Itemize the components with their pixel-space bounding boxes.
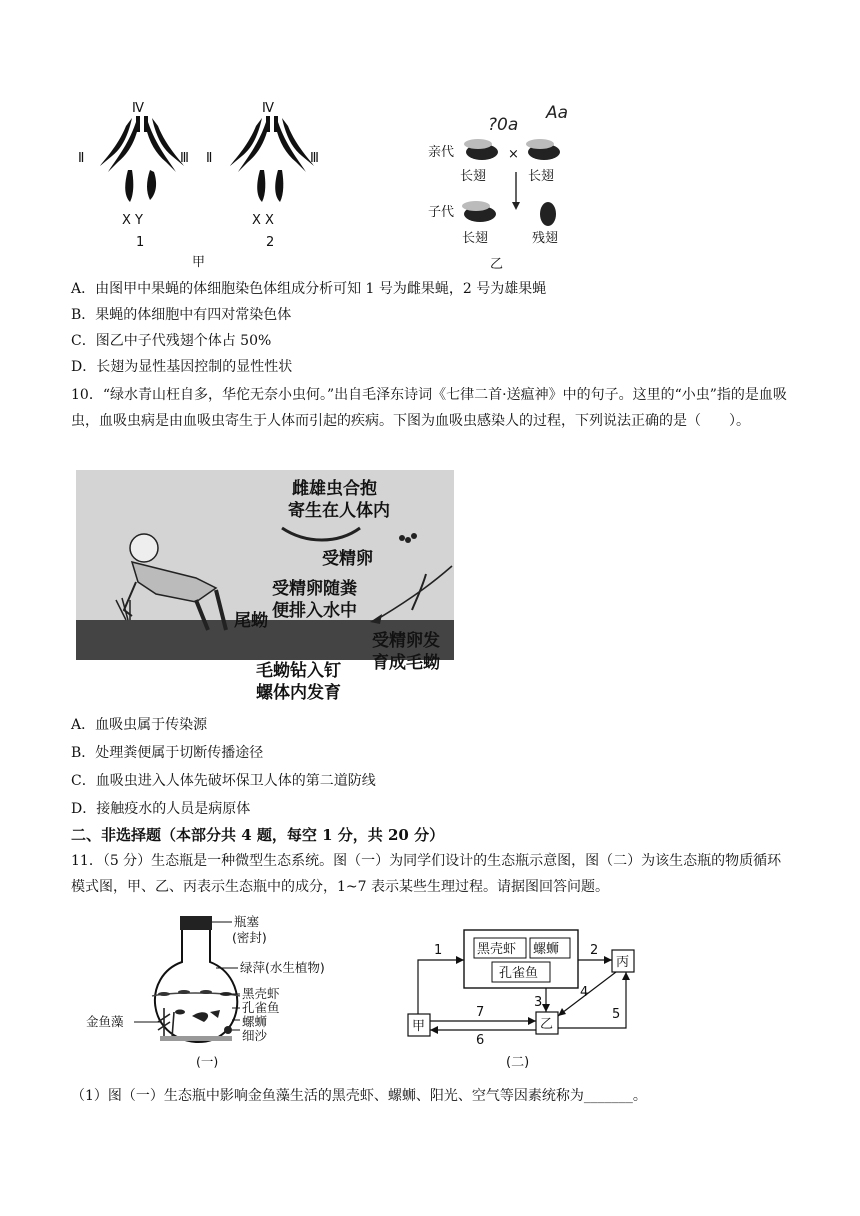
guppy-fish: [192, 1012, 208, 1022]
q11-stem: 11．（5 分）生态瓶是一种微型生态系统。图（一）为同学们设计的生态瓶示意图，图（二）为该生态瓶的物质循环模式图，甲、乙、丙表示生态瓶中的成分，1~7 表示某些生理过程。请据图回答问题。: [71, 853, 782, 895]
label-box-guppy: 孔雀鱼: [499, 966, 539, 981]
chromosome-ii-2b: [238, 118, 270, 172]
label-miracidium-2: 育成毛蚴: [372, 653, 440, 673]
num-1: 1: [434, 943, 443, 958]
label-num-2: 2: [266, 235, 275, 250]
q10-option-d: D．接触疫水的人员是病原体: [71, 801, 251, 817]
label-yi: 乙: [540, 1017, 554, 1032]
chromosome-iv-2a: [266, 116, 270, 132]
q10-option-b: B．处理粪便属于切断传播途径: [71, 745, 264, 761]
label-egg-excreted-2: 便排入水中: [272, 601, 357, 621]
num-4: 4: [580, 985, 589, 1000]
chromosome-ii-1a: [100, 118, 132, 166]
section-heading: 二、非选择题（本部分共 4 题，每空 1 分，共 20 分）: [71, 826, 445, 844]
handwriting-genotype-1: ?0a: [488, 115, 519, 135]
label-shrimp: 黑壳虾: [242, 986, 280, 1001]
label-fertilized-egg: 受精卵: [322, 549, 373, 569]
label-iii-1: Ⅲ: [180, 151, 189, 166]
label-snail: 螺蛳: [242, 1014, 268, 1029]
q9-option-d: D．长翅为显性基因控制的显性性状: [71, 359, 293, 375]
label-hornwort: 金鱼藻: [86, 1014, 124, 1029]
label-iv-1: Ⅳ: [132, 101, 144, 116]
num-2: 2: [590, 943, 599, 958]
num-7: 7: [476, 1005, 485, 1020]
label-long-wing-2: 长翅: [528, 169, 555, 184]
q10-option-a: A．血吸虫属于传染源: [71, 717, 208, 733]
label-ii-2: Ⅱ: [206, 151, 213, 166]
q9-option-a: A．由图甲中果蝇的体细胞染色体组成分析可知 1 号为雌果蝇，2 号为雄果蝇: [71, 281, 547, 297]
chromosome-figure: [70, 96, 340, 272]
label-miracidium-1: 受精卵发: [372, 631, 440, 651]
label-snail-2: 螺体内发育: [256, 683, 341, 703]
num-3: 3: [534, 995, 543, 1010]
chromosome-iv-1b: [144, 116, 148, 132]
label-sealed: (密封): [232, 930, 267, 945]
figure-label-jia: 甲: [192, 255, 206, 270]
label-parasitize: 寄生在人体内: [288, 501, 390, 521]
label-box-shrimp: 黑壳虾: [477, 942, 517, 957]
label-cercaria: 尾蚴: [234, 611, 268, 631]
chromosome-y-1: [147, 170, 156, 200]
bottle-stopper: [180, 916, 212, 930]
q9-option-c: C．图乙中子代残翅个体占 50%: [71, 333, 272, 349]
q10-stem: 10．“绿水青山枉自多，华佗无奈小虫何。”出自毛泽东诗词《七律二首·送瘟神》中的句子。这里的“小虫”指的是血吸虫，血吸虫病是由血吸虫寄生于人体而引起的疾病。下图为血吸虫感染人的过程，下列说法正确的是（ ）。: [71, 387, 787, 429]
q10-option-c: C．血吸虫进入人体先破坏保卫人体的第二道防线: [71, 773, 376, 789]
offspring-fly-vestigial: [540, 202, 556, 226]
label-long-wing-3: 长翅: [462, 231, 489, 246]
q11-sub-1: （1）图（一）生态瓶中影响金鱼藻生活的黑壳虾、螺蛳、阳光、空气等因素统称为_______。: [71, 1088, 647, 1104]
chromosome-x-2b: [275, 170, 283, 202]
arrow-1: [418, 960, 464, 1014]
label-parent: 亲代: [428, 145, 455, 160]
label-egg-excreted-1: 受精卵随粪: [272, 579, 357, 599]
shrimp: [175, 1010, 185, 1015]
farmer-head: [130, 534, 158, 562]
label-sex-1: X Y: [122, 213, 143, 228]
label-offspring: 子代: [428, 205, 455, 220]
handwriting-genotype-2: Aa: [546, 103, 569, 123]
chromosome-x-2a: [257, 170, 265, 202]
label-iv-2: Ⅳ: [262, 101, 274, 116]
bottle-body: [155, 930, 237, 1042]
label-duckweed: 绿萍(水生植物): [240, 960, 325, 975]
chromosome-x-1: [125, 170, 133, 202]
label-sex-2: X X: [252, 213, 274, 228]
label-stopper: 瓶塞: [234, 914, 260, 929]
caption-figure-1: (一): [196, 1054, 219, 1069]
label-iii-2: Ⅲ: [310, 151, 319, 166]
chromosome-iv-1a: [136, 116, 140, 132]
label-sand: 细沙: [242, 1028, 268, 1043]
fly-cross-figure: [420, 96, 590, 272]
chromosome-iii-1b: [144, 118, 176, 172]
material-cycle-diagram: [400, 924, 640, 1074]
label-jia: 甲: [412, 1019, 426, 1034]
label-snail-1: 毛蚴钻入钉: [256, 661, 341, 681]
schistosome-figure: [76, 470, 454, 706]
figure-label-yi: 乙: [490, 257, 504, 272]
label-long-wing-1: 长翅: [460, 169, 487, 184]
chromosome-iii-2b: [274, 118, 306, 172]
q9-option-b: B．果蝇的体细胞中有四对常染色体: [71, 307, 292, 323]
label-ii-1: Ⅱ: [78, 151, 85, 166]
label-bing: 丙: [616, 955, 630, 970]
chromosome-ii-1b: [108, 118, 140, 172]
num-5: 5: [612, 1007, 621, 1022]
cross-symbol: ×: [508, 147, 519, 162]
sand-layer: [160, 1036, 232, 1041]
label-worms-pair: 雌雄虫合抱: [292, 479, 377, 499]
chromosome-ii-2a: [230, 118, 262, 166]
eco-bottle-figure: [80, 912, 370, 1074]
snail: [224, 1026, 232, 1034]
label-num-1: 1: [136, 235, 145, 250]
num-6: 6: [476, 1033, 485, 1048]
label-guppy: 孔雀鱼: [242, 1000, 280, 1015]
caption-figure-2: (二): [506, 1055, 530, 1070]
label-vestigial-wing: 残翅: [532, 231, 559, 246]
chromosome-iv-2b: [274, 116, 278, 132]
label-box-snail: 螺蛳: [533, 942, 560, 957]
